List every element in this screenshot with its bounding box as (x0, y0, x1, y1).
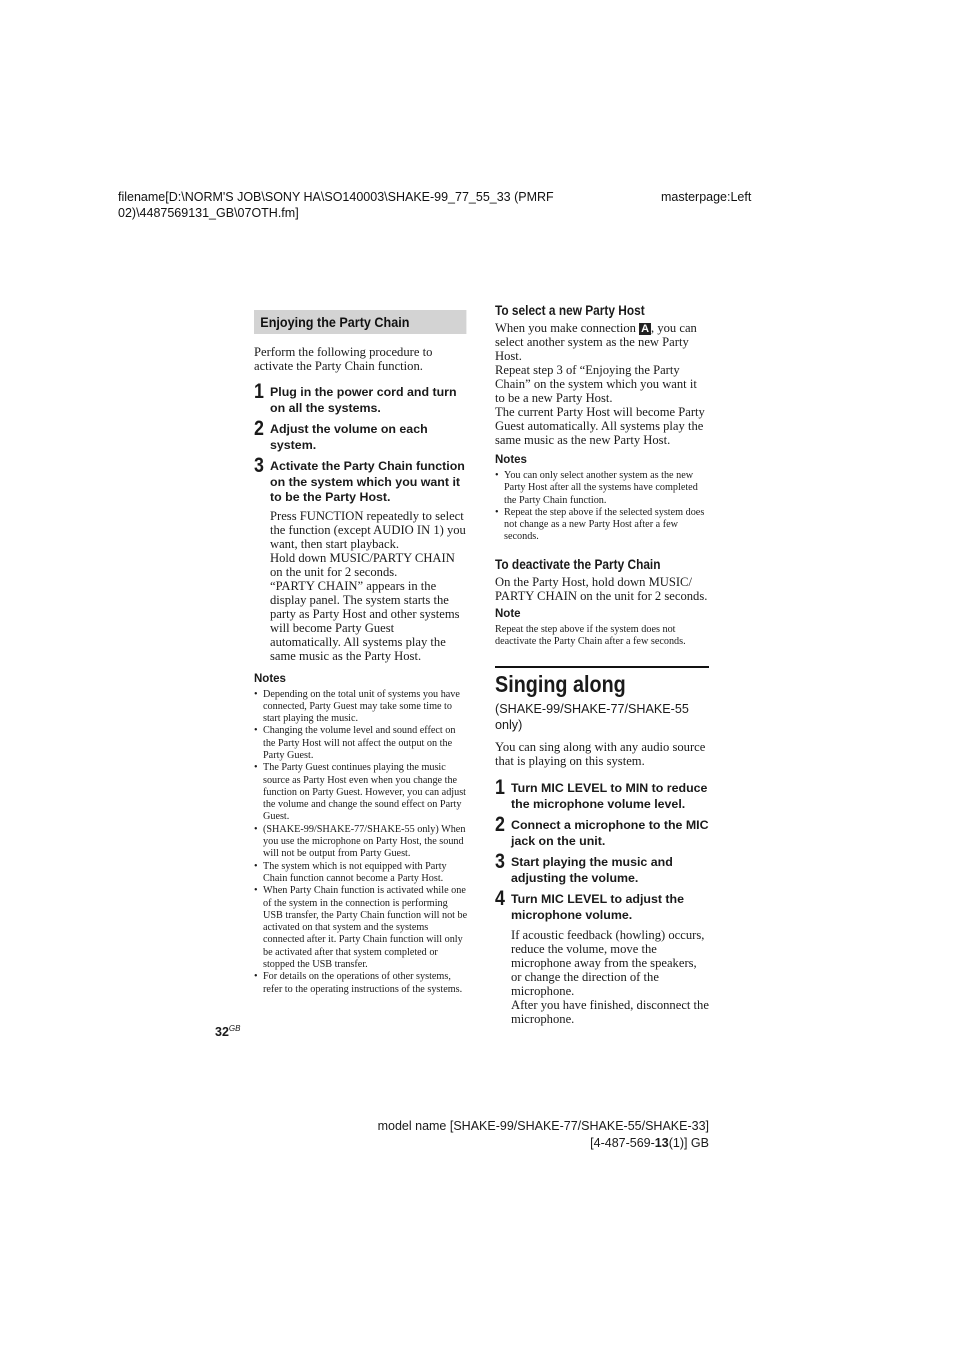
note-item: • Repeat the step above if the selected system does not change as a new Party Host after a few seconds. (495, 507, 709, 544)
note-item: • The system which is not equipped with Party Chain function cannot become a Party Host. (254, 861, 468, 886)
step-text: Adjust the volume on each system. (270, 422, 428, 452)
step-text: Activate the Party Chain function on the system which you want it to be the Party Host. (270, 459, 465, 504)
right-column (495, 303, 709, 1026)
step-3-body-line: “PARTY CHAIN” appears in the display panel. The system starts the party as Party Host and other systems will become Party Guest automatically. All systems play the same music as the Party Host. (270, 578, 460, 663)
header-filename: filename[D:\NORM'S JOB\SONY HA\SO140003\SHAKE-99_77_55_33 (PMRF 02)\4487569131_GB\07OTH.fm] (118, 190, 554, 220)
notes-list (254, 689, 468, 996)
singing-intro: You can sing along with any audio source that is playing on this system. (495, 740, 706, 769)
singing-models: (SHAKE-99/SHAKE-77/SHAKE-55 only) (495, 702, 689, 733)
sing-step-1 (495, 776, 709, 812)
select-host-p1-after: , you can select another system as the new Party Host. (495, 321, 697, 363)
note-item: • When Party Chain function is activated while one of the system in the connection is performing USB transfer, the Party Chain function will not be activated on that system and the systems connected after it. Party Chain function will only be activated after that system completed or stopped the USB transfer. (254, 885, 468, 971)
sing-after-line: If acoustic feedback (howling) occurs, reduce the volume, move the microphone away from the speakers, or change the direction of the microphone. (511, 928, 705, 999)
deactivate-heading: To deactivate the Party Chain (495, 556, 661, 572)
select-host-p1-before: When you make connection (495, 321, 640, 335)
step-text: Connect a microphone to the MIC jack on the unit. (511, 818, 709, 848)
sing-step-4-body (511, 928, 709, 1026)
singing-along-title: Singing along (495, 671, 626, 698)
note-item: • The Party Guest continues playing the music source as Party Host even when you change the function on Party Guest. However, you can adjust the volume and change the sound effect on Party Guest. (254, 762, 468, 823)
select-host-p1 (495, 321, 709, 363)
note-item: • (SHAKE-99/SHAKE-77/SHAKE-55 only) When you use the microphone on Party Host, the sound will not be output from Party Guest. (254, 824, 468, 861)
left-column (254, 310, 468, 996)
step-number: 2 (495, 813, 505, 837)
page-number (215, 1024, 240, 1039)
note-item: • You can only select another system as the new Party Host after all the systems have completed the Party Chain function. (495, 470, 709, 507)
select-host-notes-heading: Notes (495, 454, 527, 466)
header-masterpage: masterpage:Left (661, 190, 752, 204)
select-host-heading: To select a new Party Host (495, 303, 645, 318)
footer-code-bold: 13 (654, 1136, 669, 1150)
step-3-body-line: Press FUNCTION repeatedly to select the function (except AUDIO IN 1) you want, then start playback. (270, 508, 466, 551)
footer-code-prefix: [4-487-569- (590, 1136, 655, 1150)
sing-after-line: After you have finished, disconnect the microphone. (511, 998, 709, 1027)
step-number: 4 (495, 887, 505, 911)
section-title-party-chain: Enjoying the Party Chain (254, 310, 466, 334)
page-number-suffix: GB (228, 1024, 241, 1033)
note-item: • For details on the operations of other systems, refer to the operating instructions of the systems. (254, 971, 468, 996)
footer-code-suffix: (1)] GB (668, 1136, 709, 1150)
select-host-p2: Repeat step 3 of “Enjoying the Party Chain” on the system which you want it to be a new Party Host. (495, 363, 697, 405)
step-3-body-line: Hold down MUSIC/PARTY CHAIN on the unit for 2 seconds. (270, 550, 455, 579)
select-host-notes-list (495, 470, 709, 544)
step-number: 3 (495, 850, 505, 874)
sing-step-4 (495, 887, 709, 1027)
step-1 (254, 380, 468, 416)
sing-step-2 (495, 813, 709, 849)
note-item: • Changing the volume level and sound effect on the Party Host will not affect the output on the Party Guest. (254, 725, 468, 762)
deactivate-note: Repeat the step above if the system does not deactivate the Party Chain after a few seconds. (495, 623, 686, 648)
connection-a-badge: A (641, 323, 650, 335)
footer (378, 1118, 709, 1152)
deactivate-note-heading: Note (495, 607, 521, 620)
step-number: 2 (254, 417, 264, 440)
step-text: Plug in the power cord and turn on all the systems. (270, 385, 457, 415)
step-3 (254, 454, 468, 663)
party-chain-intro: Perform the following procedure to activate the Party Chain function. (254, 345, 433, 373)
step-number: 1 (254, 380, 264, 403)
notes-heading: Notes (254, 672, 286, 685)
footer-code (378, 1135, 709, 1152)
select-host-p3: The current Party Host will become Party Guest automatically. All systems play the same music as the new Party Host. (495, 405, 705, 447)
sing-step-3 (495, 850, 709, 886)
step-text: Start playing the music and adjusting the volume. (511, 855, 673, 885)
section-divider (495, 666, 709, 668)
step-number: 3 (254, 454, 264, 477)
step-text: Turn MIC LEVEL to adjust the microphone volume. (511, 892, 685, 922)
note-item: • Depending on the total unit of systems you have connected, Party Guest may take some time to start playing the music. (254, 689, 468, 726)
footer-model: model name [SHAKE-99/SHAKE-77/SHAKE-55/SHAKE-33] (377, 1119, 709, 1133)
deactivate-body: On the Party Host, hold down MUSIC/ PARTY CHAIN on the unit for 2 seconds. (495, 574, 708, 603)
step-2 (254, 417, 468, 453)
step-number: 1 (495, 776, 505, 800)
step-text: Turn MIC LEVEL to MIN to reduce the microphone volume level. (511, 781, 708, 811)
step-3-body (270, 509, 468, 663)
page-number-value: 32 (215, 1025, 229, 1040)
